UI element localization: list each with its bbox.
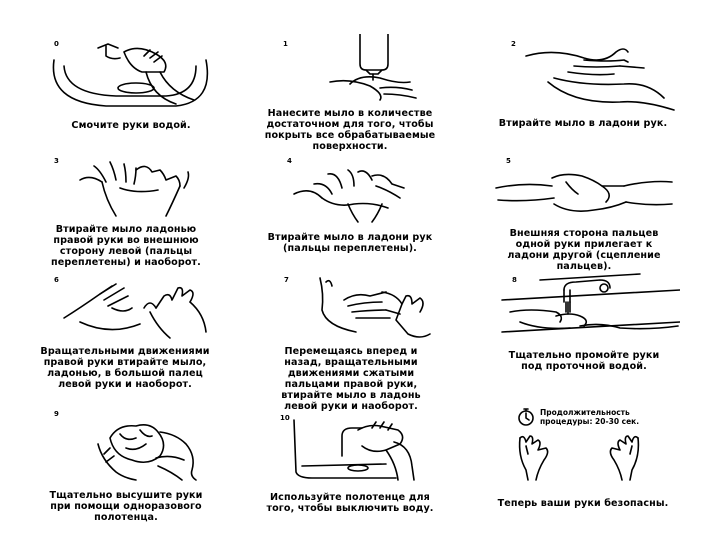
step-number: 9	[54, 410, 59, 418]
step-caption: Тщательно высушите руки при помощи одноразового полотенца.	[49, 490, 203, 523]
step-caption: Смочите руки водой.	[71, 120, 191, 131]
step-caption: Вращательными движениями правой руки втирайте мыло, ладонью, в большой палец левой руки и наоборот.	[40, 346, 210, 390]
rinse-under-tap-illustration	[500, 272, 680, 340]
step-caption: Теперь ваши руки безопасны.	[497, 498, 669, 509]
step-caption: Втирайте мыло в ладони рук.	[498, 118, 668, 129]
procedure-duration-note: Продолжительность процедуры: 20-30 сек.	[540, 408, 640, 426]
step-caption: Втирайте мыло в ладони рук (пальцы переплетены).	[267, 232, 433, 254]
step-caption: Втирайте мыло ладонью правой руки во внешнюю сторону левой (пальцы переплетены) и наоборот.	[51, 224, 201, 268]
palm-rubbing-illustration	[524, 42, 680, 112]
step-number: 6	[54, 276, 59, 284]
fingertips-rotation-illustration	[316, 274, 436, 342]
step-number: 0	[54, 40, 59, 48]
step-number: 5	[506, 157, 511, 165]
thumb-rotation-illustration	[60, 278, 210, 340]
soap-dispenser-illustration	[320, 34, 420, 104]
stopwatch-icon	[516, 407, 536, 427]
step-caption: Используйте полотенце для того, чтобы выключить воду.	[266, 492, 434, 514]
step-number: 1	[283, 40, 288, 48]
step-caption: Нанесите мыло в количестве достаточном для того, чтобы покрыть все обрабатываемые поверхности.	[264, 108, 436, 152]
step-caption: Перемещаясь вперед и назад, вращательными движениями сжатыми пальцами правой руки, втирайте мыло в ладонь левой руки и наоборот.	[281, 346, 421, 412]
locked-fingers-illustration	[494, 164, 674, 224]
turn-off-tap-illustration	[276, 416, 436, 482]
clean-hands-illustration	[516, 430, 642, 482]
step-number: 8	[512, 276, 517, 284]
back-of-hand-rubbing-illustration	[76, 160, 194, 218]
step-number: 3	[54, 157, 59, 165]
interlaced-fingers-illustration	[292, 164, 408, 224]
wet-hands-sink-illustration	[46, 42, 216, 114]
step-number: 2	[511, 40, 516, 48]
step-caption: Внешняя сторона пальцев одной руки прилегает к ладони другой (сцепление пальцев).	[507, 228, 661, 272]
step-number: 10	[280, 414, 290, 422]
step-caption: Тщательно промойте руки под проточной водой.	[508, 350, 660, 372]
step-number: 4	[287, 157, 292, 165]
step-number: 7	[284, 276, 289, 284]
dry-hands-towel-illustration	[96, 414, 216, 482]
